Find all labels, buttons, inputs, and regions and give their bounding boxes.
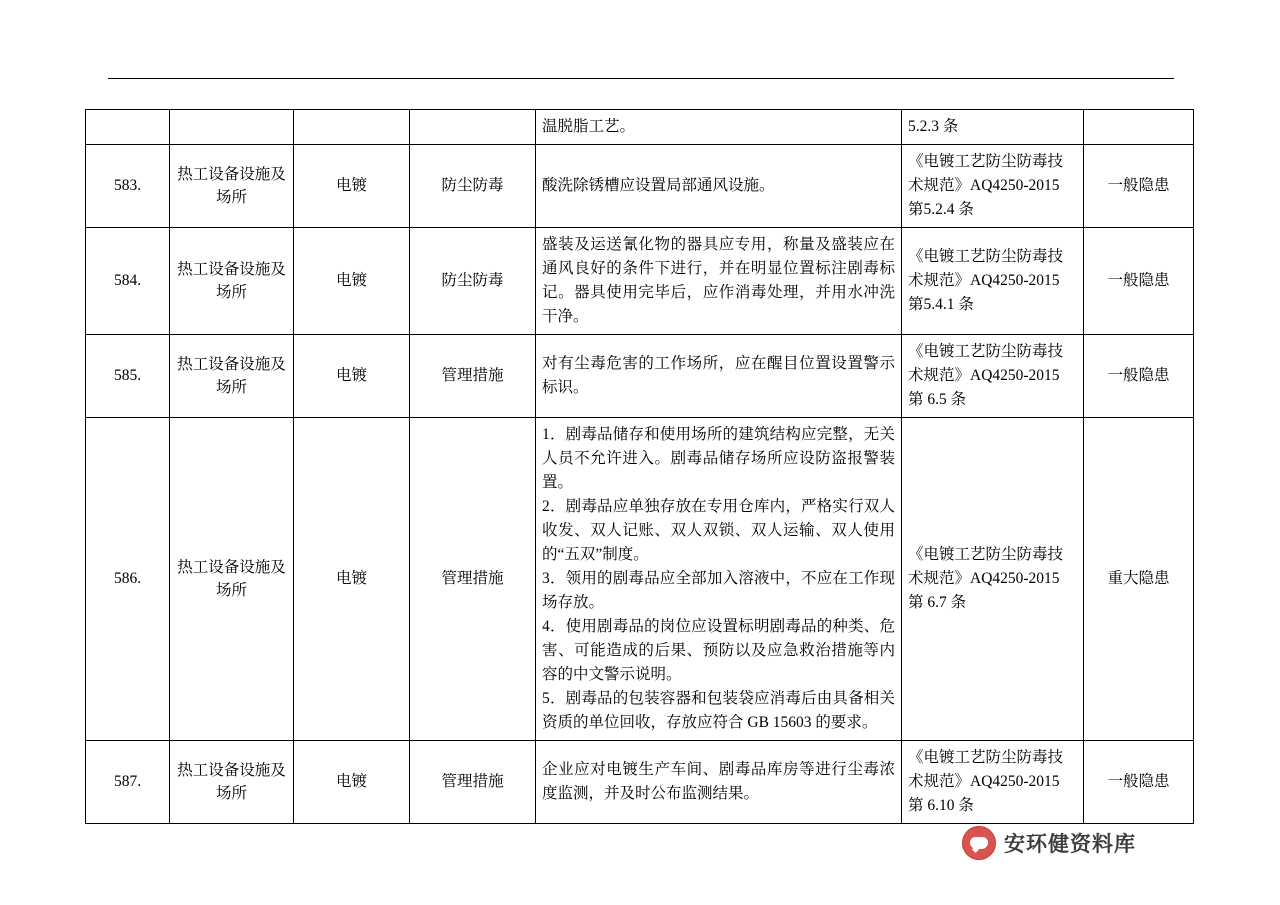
cell-category-text: 热工设备设施及场所 [177,165,286,207]
cell-number: 586. [86,418,170,741]
description-item: 3．领用的剧毒品应全部加入溶液中，不应在工作现场存放。 [542,570,895,612]
cell-basis: 《电镀工艺防尘防毒技术规范》AQ4250-2015 第5.2.4 条 [902,145,1084,228]
cell-description [536,418,902,741]
cell-basis: 《电镀工艺防尘防毒技术规范》AQ4250-2015 第 6.7 条 [902,418,1084,741]
hazard-table [85,109,1194,824]
cell-process [294,110,410,145]
description-list [542,174,895,198]
cell-description [536,228,902,335]
cell-category [170,110,294,145]
cell-hazard-type [410,110,536,145]
cell-number: 585. [86,335,170,418]
cell-process: 电镀 [294,741,410,824]
description-list [542,758,895,806]
watermark-text: 安环健资料库 [1004,833,1136,856]
wechat-logo-icon [962,826,996,860]
cell-process: 电镀 [294,335,410,418]
cell-description [536,741,902,824]
cell-level: 一般隐患 [1084,335,1194,418]
description-list [542,352,895,400]
cell-description: 温脱脂工艺。 [536,110,902,145]
cell-category [170,418,294,741]
cell-number: 583. [86,145,170,228]
description-item: 5．剧毒品的包装容器和包装袋应消毒后由具备相关资质的单位回收，存放应符合 GB 15603 的要求。 [542,690,895,732]
cell-basis: 《电镀工艺防尘防毒技术规范》AQ4250-2015 第 6.5 条 [902,335,1084,418]
cell-hazard-type: 管理措施 [410,335,536,418]
cell-category [170,228,294,335]
description-item: 酸洗除锈槽应设置局部通风设施。 [542,177,775,195]
cell-category-text: 热工设备设施及场所 [177,355,286,397]
cell-hazard-type: 管理措施 [410,418,536,741]
table-row [86,741,1194,824]
description-item: 企业应对电镀生产车间、剧毒品库房等进行尘毒浓度监测，并及时公布监测结果。 [542,761,895,803]
table-row [86,335,1194,418]
cell-basis: 5.2.3 条 [902,110,1084,145]
description-list [542,423,895,735]
cell-hazard-type: 管理措施 [410,741,536,824]
cell-level: 一般隐患 [1084,145,1194,228]
cell-basis: 《电镀工艺防尘防毒技术规范》AQ4250-2015 第5.4.1 条 [902,228,1084,335]
cell-hazard-type: 防尘防毒 [410,228,536,335]
description-item: 对有尘毒危害的工作场所，应在醒目位置设置警示标识。 [542,355,895,397]
description-item: 4．使用剧毒品的岗位应设置标明剧毒品的种类、危害、可能造成的后果、预防以及应急救治措施等内容的中文警示说明。 [542,618,895,684]
cell-process: 电镀 [294,145,410,228]
cell-category-text: 热工设备设施及场所 [177,559,286,600]
cell-level [1084,110,1194,145]
cell-category-text: 热工设备设施及场所 [177,762,286,803]
cell-description [536,145,902,228]
table-row [86,228,1194,335]
cell-category [170,335,294,418]
cell-hazard-type: 防尘防毒 [410,145,536,228]
cell-basis: 《电镀工艺防尘防毒技术规范》AQ4250-2015 第 6.10 条 [902,741,1084,824]
description-list [542,233,895,329]
table-row [86,145,1194,228]
cell-number [86,110,170,145]
cell-process: 电镀 [294,228,410,335]
cell-level: 一般隐患 [1084,741,1194,824]
description-item: 盛装及运送氰化物的器具应专用，称量及盛装应在通风良好的条件下进行，并在明显位置标注剧毒标记。器具使用完毕后，应作消毒处理，并用水冲洗干净。 [542,236,895,326]
cell-description [536,335,902,418]
watermark [962,826,1136,860]
cell-level: 重大隐患 [1084,418,1194,741]
cell-process: 电镀 [294,418,410,741]
cell-number: 587. [86,741,170,824]
cell-level: 一般隐患 [1084,228,1194,335]
description-item: 1．剧毒品储存和使用场所的建筑结构应完整，无关人员不允许进入。剧毒品储存场所应设防盗报警装置。 [542,426,895,492]
table-row-partial [86,110,1194,145]
cell-number: 584. [86,228,170,335]
table-row [86,418,1194,741]
cell-category [170,741,294,824]
description-item: 2．剧毒品应单独存放在专用仓库内，严格实行双人收发、双人记账、双人双锁、双人运输、双人使用的“五双”制度。 [542,498,895,564]
hazard-table-body [86,110,1194,824]
cell-category [170,145,294,228]
header-rule [108,78,1174,79]
cell-category-text: 热工设备设施及场所 [177,260,286,302]
